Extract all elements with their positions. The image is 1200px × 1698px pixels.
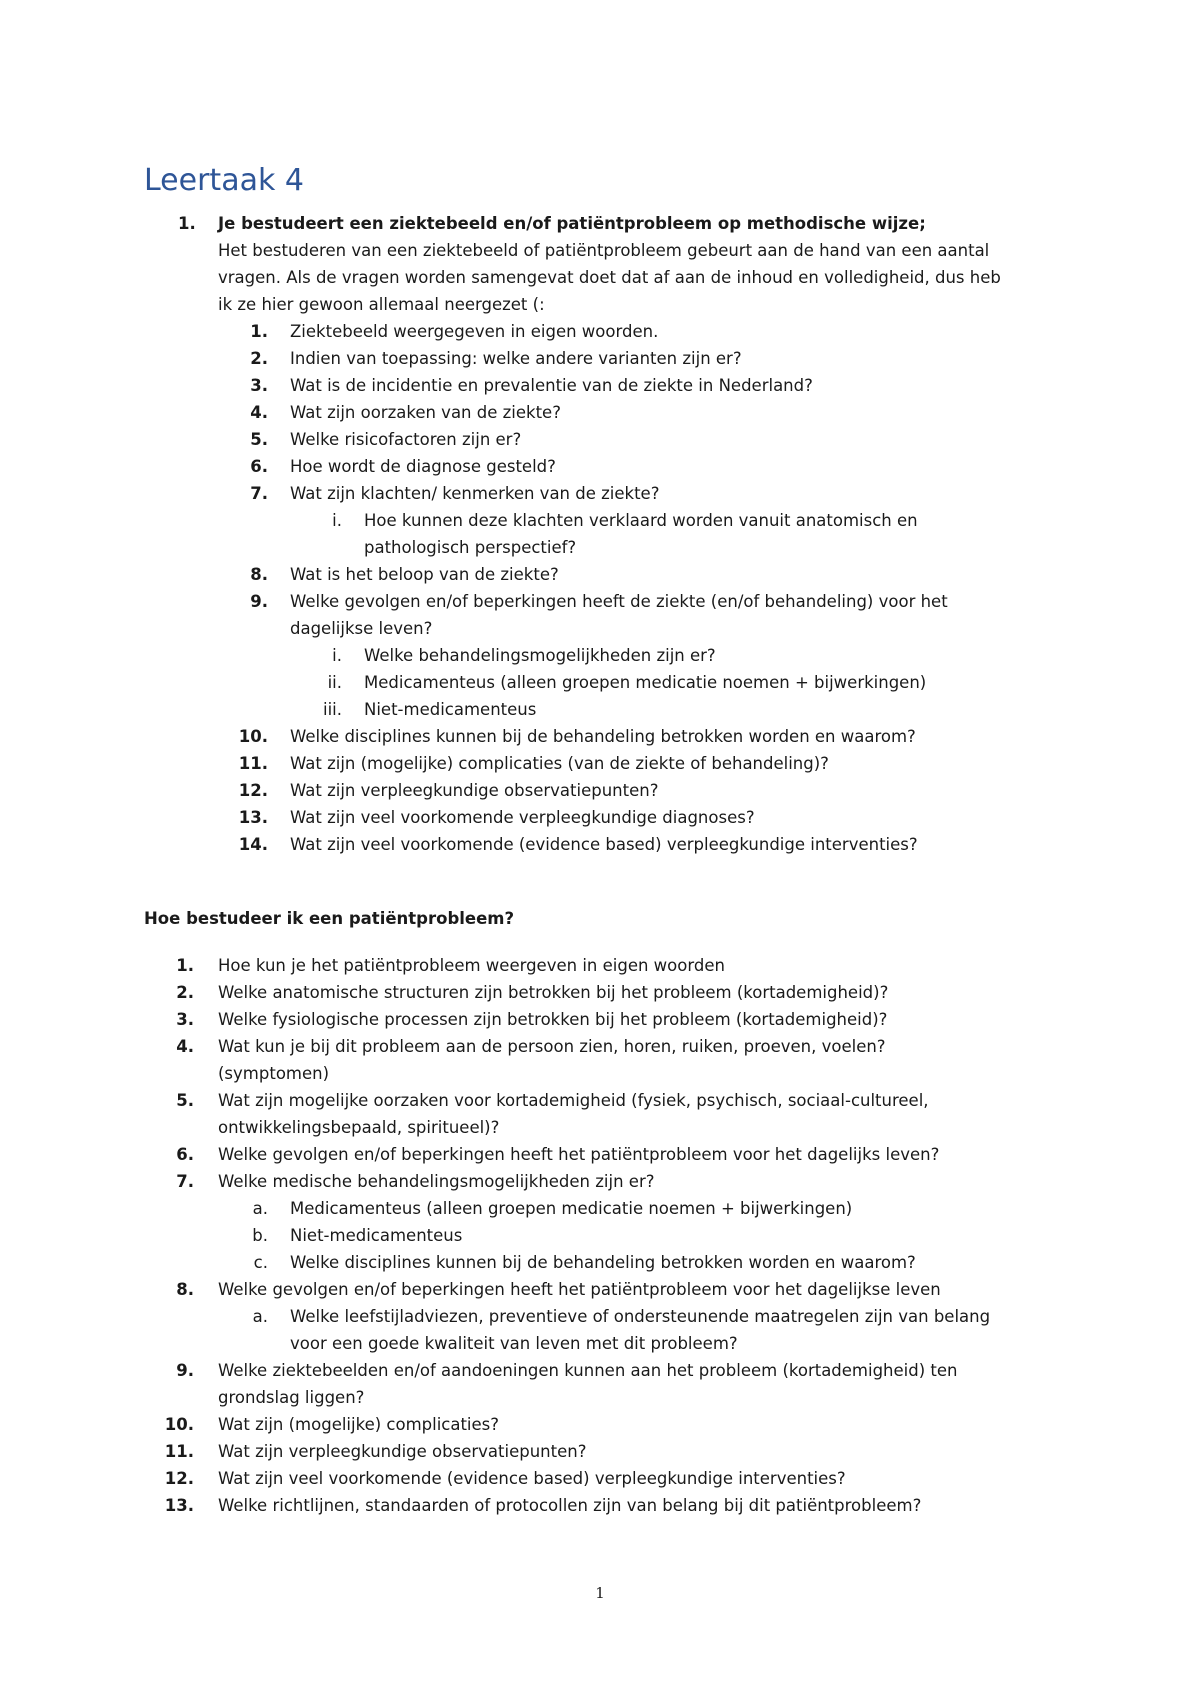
list-item-number: i. [332, 646, 342, 665]
list-item-number: a. [252, 1199, 268, 1218]
list-item-number: 9. [176, 1361, 194, 1380]
list-item-text: Welke medische behandelingsmogelijkheden zijn er? [218, 1172, 655, 1191]
list-item-number: 5. [176, 1091, 194, 1110]
list-item-text: Welke gevolgen en/of beperkingen heeft het patiëntprobleem voor het dagelijks leven? [218, 1145, 940, 1164]
item1-number: 1. [178, 214, 196, 233]
list-item-number: 10. [164, 1415, 194, 1434]
list-item-text: Niet-medicamenteus [364, 700, 537, 719]
list-item-text: Medicamenteus (alleen groepen medicatie noemen + bijwerkingen) [290, 1199, 853, 1218]
list-item-text: Hoe kunnen deze klachten verklaard worden vanuit anatomisch en [364, 511, 918, 530]
page-title: Leertaak 4 [144, 163, 304, 198]
list-item-text: Wat zijn (mogelijke) complicaties? [218, 1415, 500, 1434]
item1-paragraph-line: ik ze hier gewoon allemaal neergezet (: [218, 295, 545, 314]
item1-paragraph-line: Het bestuderen van een ziektebeeld of patiëntprobleem gebeurt aan de hand van een aantal [218, 241, 990, 260]
list-item-number: 6. [250, 457, 268, 476]
list-item-text: Welke ziektebeelden en/of aandoeningen kunnen aan het probleem (kortademigheid) ten [218, 1361, 958, 1380]
list-item-text: Hoe kun je het patiëntprobleem weergeven in eigen woorden [218, 956, 725, 975]
section-title: Hoe bestudeer ik een patiëntprobleem? [144, 909, 515, 928]
list-item-number: a. [252, 1307, 268, 1326]
list-item-number: b. [252, 1226, 268, 1245]
list-item-text: Welke disciplines kunnen bij de behandeling betrokken worden en waarom? [290, 1253, 916, 1272]
list-item-number: 7. [176, 1172, 194, 1191]
list-item-text: Welke richtlijnen, standaarden of protocollen zijn van belang bij dit patiëntprobleem? [218, 1496, 922, 1515]
list-item-number: 2. [250, 349, 268, 368]
list-item-number: 11. [238, 754, 268, 773]
list-item-number: 1. [176, 956, 194, 975]
list-item-number: 12. [164, 1469, 194, 1488]
list-item-text: Indien van toepassing: welke andere varianten zijn er? [290, 349, 742, 368]
list-item-text: Wat zijn veel voorkomende (evidence based) verpleegkundige interventies? [218, 1469, 846, 1488]
list-item-text: Wat zijn veel voorkomende (evidence based) verpleegkundige interventies? [290, 835, 918, 854]
list-item-number: 3. [176, 1010, 194, 1029]
list-item-number: i. [332, 511, 342, 530]
list-item-number: 7. [250, 484, 268, 503]
list-item-text: Wat is de incidentie en prevalentie van de ziekte in Nederland? [290, 376, 813, 395]
list-item-text: Welke leefstijladviezen, preventieve of ondersteunende maatregelen zijn van belang [290, 1307, 991, 1326]
list-item-text: Niet-medicamenteus [290, 1226, 463, 1245]
list-item-number: 14. [238, 835, 268, 854]
list-item-text: ontwikkelingsbepaald, spiritueel)? [218, 1118, 500, 1137]
list-item-text: dagelijkse leven? [290, 619, 433, 638]
list-item-number: 2. [176, 983, 194, 1002]
list-item-text: grondslag liggen? [218, 1388, 365, 1407]
list-item-number: c. [253, 1253, 268, 1272]
list-item-number: ii. [327, 673, 342, 692]
list-item-text: Ziektebeeld weergegeven in eigen woorden. [290, 322, 659, 341]
list-item-number: 8. [250, 565, 268, 584]
list-item-number: 13. [164, 1496, 194, 1515]
list-item-number: 13. [238, 808, 268, 827]
list-item-text: Welke fysiologische processen zijn betrokken bij het probleem (kortademigheid)? [218, 1010, 888, 1029]
list-item-text: Wat zijn oorzaken van de ziekte? [290, 403, 561, 422]
list-item-number: 1. [250, 322, 268, 341]
list-item-text: Wat zijn mogelijke oorzaken voor kortademigheid (fysiek, psychisch, sociaal-cultureel, [218, 1091, 929, 1110]
list-item-text: Welke gevolgen en/of beperkingen heeft de ziekte (en/of behandeling) voor het [290, 592, 948, 611]
list-item-text: Wat zijn (mogelijke) complicaties (van de ziekte of behandeling)? [290, 754, 829, 773]
list-item-number: 8. [176, 1280, 194, 1299]
list-item-text: Welke behandelingsmogelijkheden zijn er? [364, 646, 716, 665]
list-item-text: Welke gevolgen en/of beperkingen heeft het patiëntprobleem voor het dagelijkse leven [218, 1280, 941, 1299]
list-item-text: Hoe wordt de diagnose gesteld? [290, 457, 556, 476]
item1-title: Je bestudeert een ziektebeeld en/of patiëntprobleem op methodische wijze; [218, 214, 926, 233]
item1-paragraph-line: vragen. Als de vragen worden samengevat doet dat af aan de inhoud en volledigheid, dus heb [218, 268, 1001, 287]
page-number: 1 [595, 1584, 605, 1602]
list-item-number: 10. [238, 727, 268, 746]
list-item-number: 9. [250, 592, 268, 611]
list-item-text: voor een goede kwaliteit van leven met dit probleem? [290, 1334, 738, 1353]
list-item-text: Wat zijn veel voorkomende verpleegkundige diagnoses? [290, 808, 755, 827]
list-item-text: (symptomen) [218, 1064, 330, 1083]
list-item-number: 6. [176, 1145, 194, 1164]
list-item-text: Wat is het beloop van de ziekte? [290, 565, 559, 584]
list-item-text: Medicamenteus (alleen groepen medicatie noemen + bijwerkingen) [364, 673, 927, 692]
list-item-text: Wat kun je bij dit probleem aan de persoon zien, horen, ruiken, proeven, voelen? [218, 1037, 886, 1056]
list-item-text: Wat zijn verpleegkundige observatiepunten? [290, 781, 659, 800]
list-item-number: 4. [250, 403, 268, 422]
list-item-number: 12. [238, 781, 268, 800]
list-item-number: 3. [250, 376, 268, 395]
list-item-number: iii. [323, 700, 342, 719]
list-item-text: Welke disciplines kunnen bij de behandeling betrokken worden en waarom? [290, 727, 916, 746]
list-item-number: 4. [176, 1037, 194, 1056]
list-item-number: 11. [164, 1442, 194, 1461]
list-item-text: Wat zijn verpleegkundige observatiepunten? [218, 1442, 587, 1461]
list-item-text: Wat zijn klachten/ kenmerken van de ziekte? [290, 484, 660, 503]
list-item-text: Welke anatomische structuren zijn betrokken bij het probleem (kortademigheid)? [218, 983, 889, 1002]
list-item-number: 5. [250, 430, 268, 449]
list-item-text: Welke risicofactoren zijn er? [290, 430, 522, 449]
list-item-text: pathologisch perspectief? [364, 538, 577, 557]
